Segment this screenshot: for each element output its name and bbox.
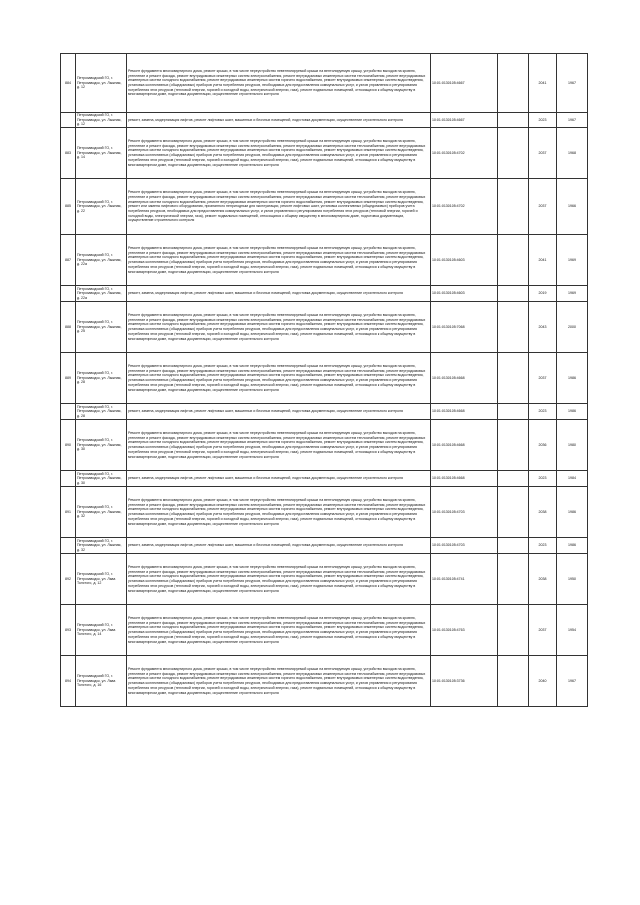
row-planned-year: 2037 bbox=[529, 179, 557, 235]
register-table-body bbox=[61, 54, 588, 707]
row-cadastral-id: 10:01:0130105:4703 bbox=[431, 487, 498, 538]
table-row bbox=[61, 286, 588, 302]
row-number: 894 bbox=[61, 656, 76, 707]
row-planned-year: 2023 bbox=[529, 538, 557, 554]
row-address: Петрозаводский ГО, г. Петрозаводск, ул. Лыжная, д. 30 bbox=[76, 420, 127, 471]
row-number: 885 bbox=[61, 179, 76, 235]
row-cadastral-id: 10:01:0130105:4763 bbox=[431, 605, 498, 656]
row-address: Петрозаводский ГО, г. Петрозаводск, ул. Лыжная, д. 12 bbox=[76, 54, 127, 113]
row-planned-year: 2041 bbox=[529, 235, 557, 286]
row-empty-cell bbox=[498, 235, 529, 286]
row-build-year: 1950 bbox=[557, 554, 588, 605]
row-works: Ремонт фундамента многоквартирного дома, ремонт крыши, в том числе переустройство невентилируемой крыши на вентилируемую крышу, устройство выходов на кровлю, утепление и ремонт фасада, ремонт внутридомовых инженерных систем электроснабжения, ремонт внутридомовых инженерных систем теплоснабжения, ремонт внутридомовых инженерных систем холодного водоснабжения, ремонт внутридомовых инженерных систем горячего водоснабжения, ремонт внутридомовых инженерных систем водоотведения, установка коллективных (общедомовых) приборов учета потребления ресурсов, необходимых для предоставления коммунальных услуг, и узлов управления и регулирования потребления этих ресурсов (тепловой энергии, горячей и холодной воды, электрической энергии, газа), ремонт подвальных помещений, относящихся к общему имуществу в многоквартирном доме, подготовка документации, осуществление строительного контроля bbox=[127, 605, 431, 656]
row-number bbox=[61, 286, 76, 302]
row-build-year: 2000 bbox=[557, 302, 588, 353]
row-address: Петрозаводский ГО, г. Петрозаводск, ул. Лыжная, д. 22 bbox=[76, 179, 127, 235]
row-empty-cell bbox=[498, 404, 529, 420]
row-cadastral-id: 10:01:0130105:4668 bbox=[431, 420, 498, 471]
row-empty-cell bbox=[498, 179, 529, 235]
row-planned-year: 2043 bbox=[529, 302, 557, 353]
table-row bbox=[61, 471, 588, 487]
row-planned-year: 2036 bbox=[529, 420, 557, 471]
row-empty-cell bbox=[498, 420, 529, 471]
row-planned-year: 2037 bbox=[529, 353, 557, 404]
row-works: ремонт, замена, модернизация лифтов, ремонт лифтовых шахт, машинных и блочных помещений, подготовка документации, осуществление строительного контроля bbox=[127, 404, 431, 420]
row-works: Ремонт фундамента многоквартирного дома, ремонт крыши, в том числе переустройство невентилируемой крыши на вентилируемую крышу, устройство выходов на кровлю, утепление и ремонт фасада, ремонт внутридомовых инженерных систем электроснабжения, ремонт внутридомовых инженерных систем теплоснабжения, ремонт внутридомовых инженерных систем холодного водоснабжения, ремонт внутридомовых инженерных систем горячего водоснабжения, ремонт внутридомовых инженерных систем водоотведения, установка коллективных (общедомовых) приборов учета потребления ресурсов, необходимых для предоставления коммунальных услуг, и узлов управления и регулирования потребления этих ресурсов (тепловой энергии, горячей и холодной воды, электрической энергии, газа), ремонт подвальных помещений, относящихся к общему имуществу в многоквартирном доме, подготовка документации, осуществление строительного контроля bbox=[127, 554, 431, 605]
row-empty-cell bbox=[498, 54, 529, 113]
row-number: 887 bbox=[61, 235, 76, 286]
row-cadastral-id: 10:01:0130105:4603 bbox=[431, 286, 498, 302]
row-number: 889 bbox=[61, 353, 76, 404]
row-build-year: 1986 bbox=[557, 538, 588, 554]
row-planned-year: 2023 bbox=[529, 404, 557, 420]
table-row bbox=[61, 487, 588, 538]
row-planned-year: 2040 bbox=[529, 656, 557, 707]
table-row bbox=[61, 605, 588, 656]
row-address: Петрозаводский ГО, г. Петрозаводск, ул. Лыжная, д. 12 bbox=[76, 113, 127, 128]
row-address: Петрозаводский ГО, г. Петрозаводск, ул. Лыжная, д. 28 bbox=[76, 404, 127, 420]
row-build-year: 1986 bbox=[557, 353, 588, 404]
row-empty-cell bbox=[498, 302, 529, 353]
row-empty-cell bbox=[498, 605, 529, 656]
row-build-year: 1967 bbox=[557, 113, 588, 128]
row-address: Петрозаводский ГО, г. Петрозаводск, ул. Льва Толстого, д. 12 bbox=[76, 554, 127, 605]
row-number bbox=[61, 538, 76, 554]
row-empty-cell bbox=[498, 656, 529, 707]
row-build-year: 1967 bbox=[557, 54, 588, 113]
capital-repair-register-table bbox=[60, 53, 588, 707]
row-cadastral-id: 10:01:0130105:3736 bbox=[431, 656, 498, 707]
row-build-year: 1969 bbox=[557, 235, 588, 286]
row-works: ремонт, замена, модернизация лифтов, ремонт лифтовых шахт, машинных и блочных помещений, подготовка документации, осуществление строительного контроля bbox=[127, 113, 431, 128]
row-empty-cell bbox=[498, 554, 529, 605]
row-works: Ремонт фундамента многоквартирного дома, ремонт крыши, в том числе переустройство невентилируемой крыши на вентилируемую крышу, устройство выходов на кровлю, утепление и ремонт фасада, ремонт внутридомовых инженерных систем электроснабжения, ремонт внутридомовых инженерных систем теплоснабжения, ремонт внутридомовых инженерных систем холодного водоснабжения, ремонт внутридомовых инженерных систем горячего водоснабжения, ремонт внутридомовых инженерных систем водоотведения, установка коллективных (общедомовых) приборов учета потребления ресурсов, необходимых для предоставления коммунальных услуг, и узлов управления и регулирования потребления этих ресурсов (тепловой энергии, горячей и холодной воды, электрической энергии, газа), ремонт подвальных помещений, относящихся к общему имуществу в многоквартирном доме, подготовка документации, осуществление строительного контроля bbox=[127, 302, 431, 353]
row-build-year: 1986 bbox=[557, 487, 588, 538]
row-address: Петрозаводский ГО, г. Петрозаводск, ул. Лыжная, д. 32 bbox=[76, 538, 127, 554]
row-number bbox=[61, 471, 76, 487]
row-cadastral-id: 10:01:0130105:4702 bbox=[431, 128, 498, 179]
row-planned-year: 2037 bbox=[529, 605, 557, 656]
row-planned-year: 2023 bbox=[529, 113, 557, 128]
row-cadastral-id: 10:01:0130105:4668 bbox=[431, 353, 498, 404]
row-works: Ремонт фундамента многоквартирного дома, ремонт крыши, в том числе переустройство невентилируемой крыши на вентилируемую крышу, устройство выходов на кровлю, утепление и ремонт фасада, ремонт внутридомовых инженерных систем электроснабжения, ремонт внутридомовых инженерных систем теплоснабжения, ремонт внутридомовых инженерных систем холодного водоснабжения, ремонт внутридомовых инженерных систем горячего водоснабжения, ремонт внутридомовых инженерных систем водоотведения, установка коллективных (общедомовых) приборов учета потребления ресурсов, необходимых для предоставления коммунальных услуг, и узлов управления и регулирования потребления этих ресурсов (тепловой энергии, горячей и холодной воды, электрической энергии, газа), ремонт подвальных помещений, относящихся к общему имуществу в многоквартирном доме, подготовка документации, осуществление строительного контроля bbox=[127, 54, 431, 113]
table-row bbox=[61, 235, 588, 286]
row-number: 884 bbox=[61, 54, 76, 113]
row-number: 888 bbox=[61, 302, 76, 353]
row-number bbox=[61, 404, 76, 420]
row-address: Петрозаводский ГО, г. Петрозаводск, ул. Лыжная, д. 22а bbox=[76, 286, 127, 302]
row-empty-cell bbox=[498, 286, 529, 302]
row-cadastral-id: 10:01:0130105:4603 bbox=[431, 235, 498, 286]
row-planned-year: 2019 bbox=[529, 286, 557, 302]
row-build-year: 1984 bbox=[557, 471, 588, 487]
row-address: Петрозаводский ГО, г. Петрозаводск, ул. Лыжная, д. 28 bbox=[76, 353, 127, 404]
row-build-year: 1986 bbox=[557, 404, 588, 420]
row-works: Ремонт фундамента многоквартирного дома, ремонт крыши, в том числе переустройство невентилируемой крыши на вентилируемую крышу, устройство выходов на кровлю, утепление и ремонт фасада, ремонт внутридомовых инженерных систем электроснабжения, ремонт внутридомовых инженерных систем теплоснабжения, ремонт внутридомовых инженерных систем холодного водоснабжения, ремонт внутридомовых инженерных систем горячего водоснабжения, ремонт внутридомовых инженерных систем водоотведения, установка коллективных (общедомовых) приборов учета потребления ресурсов, необходимых для предоставления коммунальных услуг, и узлов управления и регулирования потребления этих ресурсов (тепловой энергии, горячей и холодной воды, электрической энергии, газа), ремонт подвальных помещений, относящихся к общему имуществу в многоквартирном доме, подготовка документации, осуществление строительного контроля bbox=[127, 487, 431, 538]
row-works: Ремонт фундамента многоквартирного дома, ремонт крыши, в том числе переустройство невентилируемой крыши на вентилируемую крышу, устройство выходов на кровлю, утепление и ремонт фасада, ремонт внутридомовых инженерных систем электроснабжения, ремонт внутридомовых инженерных систем теплоснабжения, ремонт внутридомовых инженерных систем холодного водоснабжения, ремонт внутридомовых инженерных систем горячего водоснабжения, ремонт внутридомовых инженерных систем водоотведения, установка коллективных (общедомовых) приборов учета потребления ресурсов, необходимых для предоставления коммунальных услуг, и узлов управления и регулирования потребления этих ресурсов (тепловой энергии, горячей и холодной воды, электрической энергии, газа), ремонт подвальных помещений, относящихся к общему имуществу в многоквартирном доме, подготовка документации, осуществление строительного контроля bbox=[127, 353, 431, 404]
row-number: 893 bbox=[61, 605, 76, 656]
row-build-year: 1967 bbox=[557, 656, 588, 707]
row-planned-year: 2023 bbox=[529, 471, 557, 487]
row-build-year: 1966 bbox=[557, 179, 588, 235]
row-works: Ремонт фундамента многоквартирного дома, ремонт крыши, в том числе переустройство невентилируемой крыши на вентилируемую крышу, устройство выходов на кровлю, утепление и ремонт фасада, ремонт внутридомовых инженерных систем электроснабжения, ремонт внутридомовых инженерных систем теплоснабжения, ремонт внутридомовых инженерных систем холодного водоснабжения, ремонт внутридомовых инженерных систем горячего водоснабжения, ремонт внутридомовых инженерных систем водоотведения, установка коллективных (общедомовых) приборов учета потребления ресурсов, необходимых для предоставления коммунальных услуг, и узлов управления и регулирования потребления этих ресурсов (тепловой энергии, горячей и холодной воды, электрической энергии, газа), ремонт подвальных помещений, относящихся к общему имуществу в многоквартирном доме, подготовка документации, осуществление строительного контроля bbox=[127, 235, 431, 286]
table-row bbox=[61, 302, 588, 353]
row-number: 892 bbox=[61, 554, 76, 605]
row-cadastral-id: 10:01:0130105:7068 bbox=[431, 302, 498, 353]
row-works: Ремонт фундамента многоквартирного дома, ремонт крыши, в том числе переустройство невентилируемой крыши на вентилируемую крышу, устройство выходов на кровлю, утепление и ремонт фасада, ремонт внутридомовых инженерных систем электроснабжения, ремонт внутридомовых инженерных систем теплоснабжения, ремонт внутридомовых инженерных систем холодного водоснабжения, ремонт внутридомовых инженерных систем горячего водоснабжения, ремонт внутридомовых инженерных систем водоотведения, ремонт или замена лифтового оборудования, признанного непригодным для эксплуатации, ремонт лифтовых шахт, установка коллективных (общедомовых) приборов учета потребления ресурсов, необходимых для предоставления коммунальных услуг, и узлов управления и регулирования потребления этих ресурсов (тепловой энергии, горячей и холодной воды, электрической энергии, газа), ремонт подвальных помещений, относящихся к общему имуществу в многоквартирном доме, подготовка документации, осуществление строительного контроля bbox=[127, 179, 431, 235]
row-cadastral-id: 10:01:0130105:4702 bbox=[431, 179, 498, 235]
row-number: 891 bbox=[61, 487, 76, 538]
row-cadastral-id: 10:01:0130105:4741 bbox=[431, 554, 498, 605]
row-number: 890 bbox=[61, 420, 76, 471]
row-works: ремонт, замена, модернизация лифтов, ремонт лифтовых шахт, машинных и блочных помещений, подготовка документации, осуществление строительного контроля bbox=[127, 471, 431, 487]
row-address: Петрозаводский ГО, г. Петрозаводск, ул. Льва Толстого, д. 14 bbox=[76, 605, 127, 656]
table-row bbox=[61, 404, 588, 420]
row-address: Петрозаводский ГО, г. Петрозаводск, ул. Лыжная, д. 30 bbox=[76, 471, 127, 487]
row-build-year: 1969 bbox=[557, 286, 588, 302]
row-works: Ремонт фундамента многоквартирного дома, ремонт крыши, в том числе переустройство невентилируемой крыши на вентилируемую крышу, устройство выходов на кровлю, утепление и ремонт фасада, ремонт внутридомовых инженерных систем электроснабжения, ремонт внутридомовых инженерных систем теплоснабжения, ремонт внутридомовых инженерных систем холодного водоснабжения, ремонт внутридомовых инженерных систем горячего водоснабжения, ремонт внутридомовых инженерных систем водоотведения, установка коллективных (общедомовых) приборов учета потребления ресурсов, необходимых для предоставления коммунальных услуг, и узлов управления и регулирования потребления этих ресурсов (тепловой энергии, горячей и холодной воды, электрической энергии, газа), ремонт подвальных помещений, относящихся к общему имуществу в многоквартирном доме, подготовка документации, осуществление строительного контроля bbox=[127, 420, 431, 471]
table-row bbox=[61, 353, 588, 404]
row-address: Петрозаводский ГО, г. Петрозаводск, ул. Льва Толстого, д. 16 bbox=[76, 656, 127, 707]
row-works: Ремонт фундамента многоквартирного дома, ремонт крыши, в том числе переустройство невентилируемой крыши на вентилируемую крышу, устройство выходов на кровлю, утепление и ремонт фасада, ремонт внутридомовых инженерных систем электроснабжения, ремонт внутридомовых инженерных систем теплоснабжения, ремонт внутридомовых инженерных систем холодного водоснабжения, ремонт внутридомовых инженерных систем горячего водоснабжения, ремонт внутридомовых инженерных систем водоотведения, установка коллективных (общедомовых) приборов учета потребления ресурсов, необходимых для предоставления коммунальных услуг, и узлов управления и регулирования потребления этих ресурсов (тепловой энергии, горячей и холодной воды, электрической энергии, газа), ремонт подвальных помещений, относящихся к общему имуществу в многоквартирном доме, подготовка документации, осуществление строительного контроля bbox=[127, 128, 431, 179]
row-empty-cell bbox=[498, 471, 529, 487]
row-works: ремонт, замена, модернизация лифтов, ремонт лифтовых шахт, машинных и блочных помещений, подготовка документации, осуществление строительного контроля bbox=[127, 286, 431, 302]
row-number bbox=[61, 113, 76, 128]
row-cadastral-id: 10:01:0130105:4667 bbox=[431, 54, 498, 113]
table-row bbox=[61, 538, 588, 554]
row-build-year: 1968 bbox=[557, 128, 588, 179]
table-row bbox=[61, 128, 588, 179]
row-cadastral-id: 10:01:0130105:4667 bbox=[431, 113, 498, 128]
row-address: Петрозаводский ГО, г. Петрозаводск, ул. Лыжная, д. 14 bbox=[76, 128, 127, 179]
row-empty-cell bbox=[498, 538, 529, 554]
row-planned-year: 2038 bbox=[529, 554, 557, 605]
table-row bbox=[61, 179, 588, 235]
row-address: Петрозаводский ГО, г. Петрозаводск, ул. Лыжная, д. 32 bbox=[76, 487, 127, 538]
row-address: Петрозаводский ГО, г. Петрозаводск, ул. Лыжная, д. 22а bbox=[76, 235, 127, 286]
table-row bbox=[61, 54, 588, 113]
row-cadastral-id: 10:01:0130105:4668 bbox=[431, 404, 498, 420]
row-cadastral-id: 10:01:0130105:4668 bbox=[431, 471, 498, 487]
table-row bbox=[61, 656, 588, 707]
row-cadastral-id: 10:01:0130105:4703 bbox=[431, 538, 498, 554]
table-row bbox=[61, 554, 588, 605]
row-build-year: 1954 bbox=[557, 605, 588, 656]
table-row bbox=[61, 113, 588, 128]
row-build-year: 1980 bbox=[557, 420, 588, 471]
row-planned-year: 2037 bbox=[529, 128, 557, 179]
row-works: Ремонт фундамента многоквартирного дома, ремонт крыши, в том числе переустройство невентилируемой крыши на вентилируемую крышу, устройство выходов на кровлю, утепление и ремонт фасада, ремонт внутридомовых инженерных систем электроснабжения, ремонт внутридомовых инженерных систем теплоснабжения, ремонт внутридомовых инженерных систем холодного водоснабжения, ремонт внутридомовых инженерных систем горячего водоснабжения, ремонт внутридомовых инженерных систем водоотведения, установка коллективных (общедомовых) приборов учета потребления ресурсов, необходимых для предоставления коммунальных услуг, и узлов управления и регулирования потребления этих ресурсов (тепловой энергии, горячей и холодной воды, электрической энергии, газа), ремонт подвальных помещений, относящихся к общему имуществу в многоквартирном доме, подготовка документации, осуществление строительного контроля bbox=[127, 656, 431, 707]
row-number: 883 bbox=[61, 128, 76, 179]
row-empty-cell bbox=[498, 113, 529, 128]
row-empty-cell bbox=[498, 128, 529, 179]
row-empty-cell bbox=[498, 487, 529, 538]
row-planned-year: 2038 bbox=[529, 487, 557, 538]
table-row bbox=[61, 420, 588, 471]
row-address: Петрозаводский ГО, г. Петрозаводск, ул. Лыжная, д. 25 bbox=[76, 302, 127, 353]
row-works: ремонт, замена, модернизация лифтов, ремонт лифтовых шахт, машинных и блочных помещений, подготовка документации, осуществление строительного контроля bbox=[127, 538, 431, 554]
row-planned-year: 2041 bbox=[529, 54, 557, 113]
row-empty-cell bbox=[498, 353, 529, 404]
